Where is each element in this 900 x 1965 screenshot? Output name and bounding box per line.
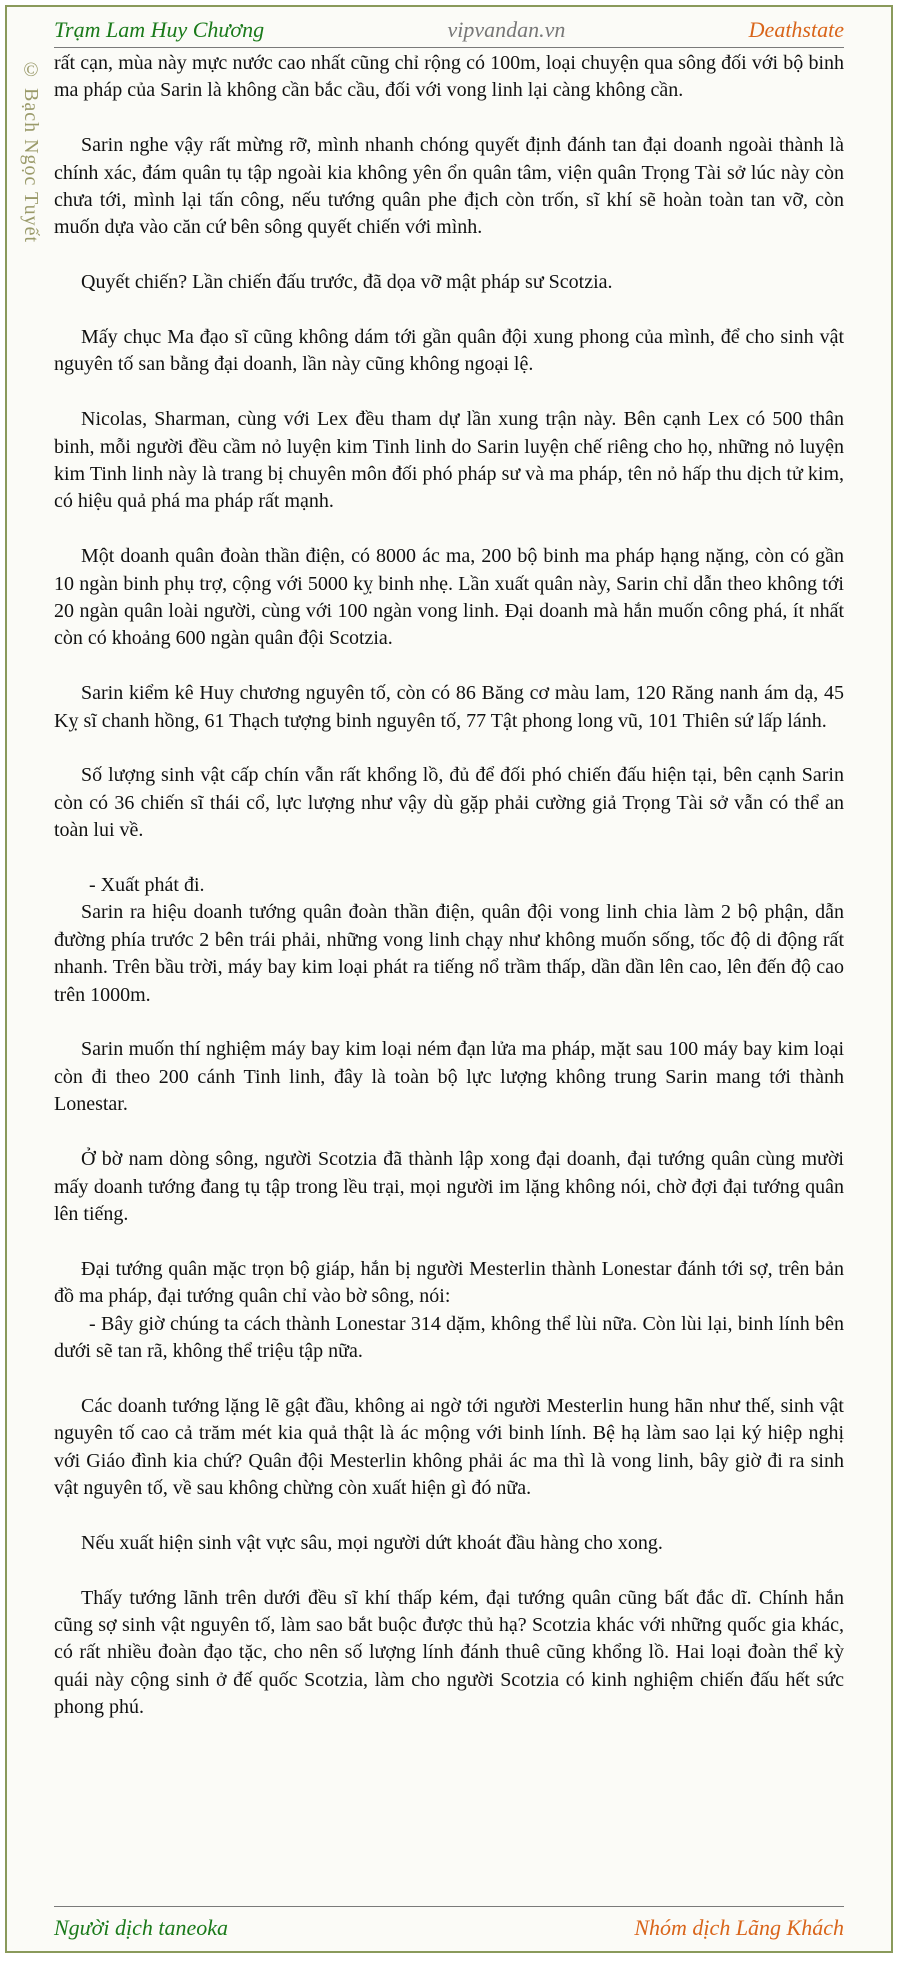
paragraph: Số lượng sinh vật cấp chín vẫn rất khổng lồ, đủ để đối phó chiến đấu hiện tại, bên cạnh Sarin còn có 36 chiến sĩ thái cổ, lực lượng như vậy dù gặp phải cường giả Trọng Tài sở vẫn có thể an toàn lui về.	[54, 764, 844, 842]
dialogue-line: - Bây giờ chúng ta cách thành Lonestar 314 dặm, không thể lùi nữa. Còn lùi lại, binh lính bên dưới sẽ tan rã, không thể triệu tập nữa.	[54, 1312, 844, 1362]
paragraph: Đại tướng quân mặc trọn bộ giáp, hắn bị người Mesterlin thành Lonestar đánh tới sợ, trên bản đồ ma pháp, đại tướng quân chỉ vào bờ sông, nói:	[54, 1257, 844, 1308]
header-author: Deathstate	[748, 17, 844, 42]
chapter-text	[54, 50, 844, 1903]
paragraph: Nicolas, Sharman, cùng với Lex đều tham dự lần xung trận này. Bên cạnh Lex có 500 thân binh, mỗi người đều cầm nỏ luyện kim Tinh linh do Sarin luyện chế riêng cho họ, những nỏ luyện kim Tinh linh này là trang bị chuyên môn đối phó pháp sư và ma pháp, tên nỏ hấp thu dịch tử kim, có hiệu quả phá ma pháp rất mạnh.	[54, 408, 844, 513]
page-frame	[5, 5, 893, 1953]
header-divider	[54, 47, 844, 48]
paragraph: Thấy tướng lãnh trên dưới đều sĩ khí thấp kém, đại tướng quân cũng bất đắc dĩ. Chính hắn cũng sợ sinh vật nguyên tố, làm sao bắt buộc được thủ hạ? Scotzia khác với những quốc gia khác, có rất nhiều đoàn đạo tặc, cho nên số lượng lính đánh thuê cũng khổng lồ. Hai loại đoàn thể kỳ quái này cộng sinh ở đế quốc Scotzia, làm cho người Scotzia có kinh nghiệm chiến đấu hết sức phong phú.	[54, 1586, 844, 1719]
paragraph: Sarin muốn thí nghiệm máy bay kim loại ném đạn lửa ma pháp, mặt sau 100 máy bay kim loại còn đi theo 200 cánh Tinh linh, đây là toàn bộ lực lượng không trung Sarin mang tới thành Lonestar.	[54, 1038, 844, 1116]
footer-divider	[54, 1906, 844, 1907]
paragraph: Mấy chục Ma đạo sĩ cũng không dám tới gần quân đội xung phong của mình, để cho sinh vật nguyên tố san bằng đại doanh, lần này cũng không ngoại lệ.	[54, 326, 844, 376]
paragraph: Sarin kiểm kê Huy chương nguyên tố, còn có 86 Băng cơ màu lam, 120 Răng nanh ám dạ, 45 Kỵ sĩ chanh hồng, 61 Thạch tượng binh nguyên tố, 77 Tật phong long vũ, 101 Thiên sứ lấp lánh.	[54, 682, 844, 732]
footer-group: Nhóm dịch Lãng Khách	[634, 1915, 844, 1940]
paragraph: Sarin nghe vậy rất mừng rỡ, mình nhanh chóng quyết định đánh tan đại doanh ngoài thành là chính xác, đám quân tụ tập ngoài kia không yên ổn quân tâm, viện quân Trọng Tài sở lúc này còn chưa tới, mình lại tấn công, nếu tướng quân phe địch còn trốn, sĩ khí sẽ hoàn toàn tan vỡ, còn muốn dựa vào căn cứ bên sông quyết chiến với mình.	[54, 134, 844, 239]
paragraph: Các doanh tướng lặng lẽ gật đầu, không ai ngờ tới người Mesterlin hung hãn như thế, sinh vật nguyên tố cao cả trăm mét kia quả thật là ác mộng với binh lính. Bệ hạ làm sao lại ký hiệp nghị với Giáo đình kia chứ? Quân đội Mesterlin không phải ác ma thì là vong linh, bây giờ đi ra sinh vật nguyên tố, về sau không chừng còn xuất hiện gì đó nữa.	[54, 1394, 844, 1499]
page-header	[54, 13, 844, 47]
paragraph: rất cạn, mùa này mực nước cao nhất cũng chỉ rộng có 100m, loại chuyện qua sông đối với bộ binh ma pháp của Sarin là không cần bắc cầu, đối với vong linh lại càng không cần.	[54, 52, 844, 102]
paragraph: Nếu xuất hiện sinh vật vực sâu, mọi người dứt khoát đầu hàng cho xong.	[81, 1531, 663, 1554]
header-site-title: Trạm Lam Huy Chương	[54, 17, 265, 42]
paragraph: Ở bờ nam dòng sông, người Scotzia đã thành lập xong đại doanh, đại tướng quân cùng mười mấy doanh tướng đang tụ tập trong lều trại, mọi người im lặng không nói, chờ đợi đại tướng quân lên tiếng.	[54, 1148, 844, 1225]
paragraph: Sarin ra hiệu doanh tướng quân đoàn thần điện, quân đội vong linh chia làm 2 bộ phận, dẫn đường phía trước 2 bên trái phải, những vong linh chạy như không muốn sống, tốc độ di động rất nhanh. Trên bầu trời, máy bay kim loại phát ra tiếng nổ trầm thấp, dần dần lên cao, lên đến độ cao trên 1000m.	[54, 901, 844, 1006]
paragraph: Quyết chiến? Lần chiến đấu trước, đã dọa vỡ mật pháp sư Scotzia.	[81, 271, 613, 294]
header-domain: vipvandan.vn	[447, 17, 566, 42]
dialogue-line: - Xuất phát đi.	[89, 874, 205, 897]
side-copyright: © Bạch Ngọc Tuyết	[20, 59, 42, 243]
footer-translator: Người dịch taneoka	[54, 1915, 229, 1940]
paragraph: Một doanh quân đoàn thần điện, có 8000 ác ma, 200 bộ binh ma pháp hạng nặng, còn có gần 10 ngàn binh phụ trợ, cộng với 5000 kỵ binh nhẹ. Lần xuất quân này, Sarin chỉ dẫn theo không tới 20 ngàn quân loài người, cùng với 100 ngàn vong linh. Đại doanh mà hắn muốn công phá, ít nhất còn có khoảng 600 ngàn quân đội Scotzia.	[54, 545, 844, 650]
page-footer	[54, 1911, 844, 1945]
